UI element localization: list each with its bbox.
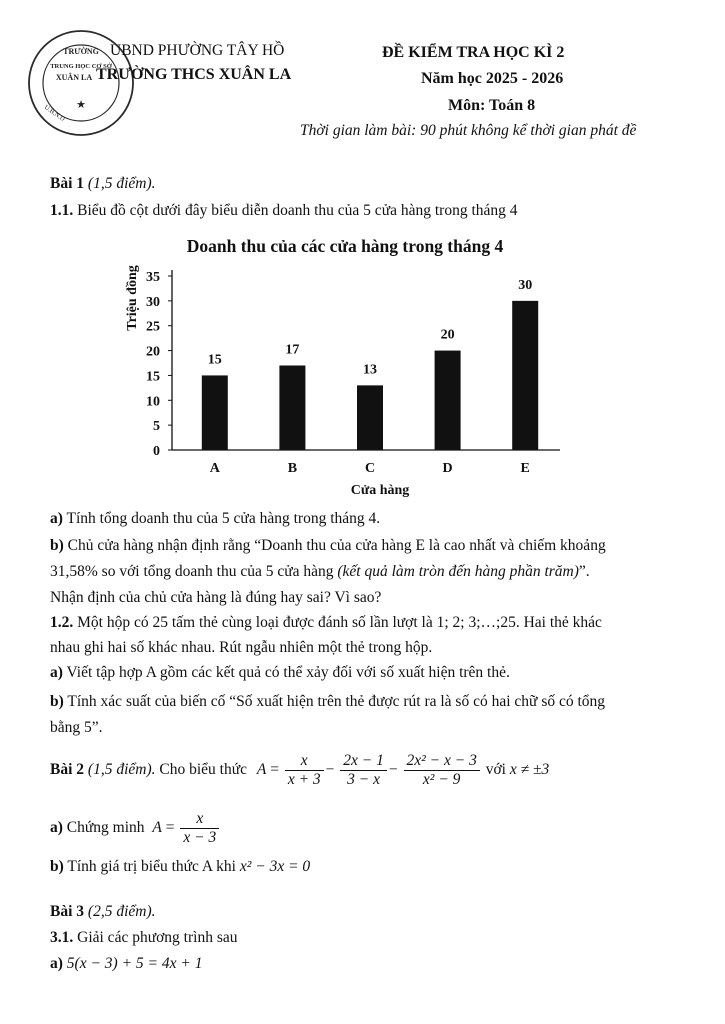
chart-x-tick-label-a: A: [209, 461, 220, 476]
bai2-title: Bài 2: [50, 761, 85, 779]
bai3-heading: [50, 903, 155, 921]
chart-bar-d: [435, 351, 461, 450]
chart-y-tick-label: 0: [153, 444, 160, 459]
q12b-line-1: [50, 693, 605, 711]
q11a-label: a): [50, 510, 63, 527]
bai2a-label: a): [50, 819, 63, 837]
fraction-2-num: 2x − 1: [340, 752, 387, 771]
chart-y-tick-label: 15: [146, 369, 160, 385]
stamp-star-icon: ★: [76, 99, 86, 111]
chart-data-label-e: 30: [518, 277, 533, 293]
chart-bar-b: [279, 365, 305, 450]
q11a-text: Tính tổng doanh thu của 5 cửa hàng trong tháng 4.: [66, 510, 381, 527]
q31a-label: a): [50, 955, 63, 972]
fraction-3: [404, 752, 480, 789]
q12-text-1: Một hộp có 25 tấm thẻ cùng loại được đánh số lần lượt là 1; 2; 3;…;25. Hai thẻ khác: [77, 614, 602, 631]
chart-bar-a: [202, 375, 228, 450]
q31a-expr: 5(x − 3) + 5 = 4x + 1: [66, 955, 203, 972]
q31-text: Giải các phương trình sau: [77, 929, 238, 946]
q31-number: 3.1.: [50, 929, 74, 946]
q11b-text-2b: (kết quả làm tròn đến hàng phần trăm): [337, 563, 579, 580]
bai2b-text: Tính giá trị biểu thức A khi: [67, 858, 236, 875]
q12-line-1: [50, 614, 602, 632]
time-note: Thời gian làm bài: 90 phút không kể thời gian phát đề: [300, 122, 637, 139]
fraction-1-den: x + 3: [287, 771, 321, 788]
bai2-points: (1,5 điểm).: [87, 761, 156, 779]
chart-data-label-c: 13: [363, 362, 377, 378]
fraction-2-den: 3 − x: [347, 771, 381, 788]
q12-number: 1.2.: [50, 614, 74, 631]
bai2-intro: Cho biểu thức: [159, 761, 247, 779]
stamp-line-1: TRƯỜNG: [63, 47, 99, 56]
chart-y-tick-label: 5: [153, 419, 160, 435]
chart-y-tick-label: 20: [146, 344, 160, 360]
q11-number: 1.1.: [50, 202, 74, 219]
q12a-text: Viết tập hợp A gồm các kết quả có thể xảy đối với số xuất hiện trên thẻ.: [66, 664, 510, 681]
chart-y-axis-label: Triệu đồng: [125, 265, 140, 331]
chart-y-tick-label: 25: [146, 319, 160, 335]
bai2a-fraction: [180, 810, 219, 847]
q12a-label: a): [50, 664, 63, 681]
subject: Môn: Toán 8: [448, 97, 536, 114]
expr-variable-a: A: [256, 761, 267, 779]
q11b-text-2a: 31,58% so với tổng doanh thu của 5 cửa hàng: [50, 563, 338, 580]
bai2b-label: b): [50, 858, 64, 875]
q11a-line: [50, 510, 380, 528]
condition-word: với: [485, 761, 506, 779]
q11-line: [50, 202, 518, 220]
fraction-3-den: x² − 9: [422, 771, 461, 788]
q11b-text-1: Chủ cửa hàng nhận định rằng “Doanh thu của cửa hàng E là cao nhất và chiếm khoảng: [67, 537, 606, 554]
q11b-label: b): [50, 537, 64, 554]
fraction-1-num: x: [285, 752, 324, 771]
q12a-line: [50, 664, 510, 682]
header-left-line-1: UBND PHƯỜNG TÂY HỒ: [110, 42, 285, 59]
bai1-title: Bài 1: [50, 175, 85, 192]
chart-y-tick-label: 30: [146, 294, 160, 310]
bai2a-fraction-num: x: [180, 810, 219, 829]
q11-text: Biểu đồ cột dưới đây biểu diễn doanh thu của 5 cửa hàng trong tháng 4: [77, 202, 518, 219]
bai2-line: Bài 2 (1,5 điểm). Cho biểu thức A = $\frac{x}{x + 3}$ − $\frac{2x - 1}{3 - x}$ − $\frac{\text{2x² − x − 3}}{\text{x² − 9}}$ với x ≠ ±3: [50, 752, 550, 788]
chart-data-label-a: 15: [207, 352, 222, 368]
bai2a-variable: A: [152, 819, 162, 837]
stamp-line-4: U.B.N.D: [42, 103, 66, 124]
q12-line-2: nhau ghi hai số khác nhau. Rút ngẫu nhiên một thẻ trong hộp.: [50, 639, 433, 656]
q12b-label: b): [50, 693, 64, 710]
header-left-line-2: TRƯỜNG THCS XUÂN LA: [96, 66, 292, 83]
chart-x-tick-label-c: C: [364, 461, 376, 476]
chart-title: Doanh thu của các cửa hàng trong tháng 4: [186, 236, 504, 256]
bai3-title: Bài 3: [50, 903, 85, 920]
exam-title: ĐỀ KIỂM TRA HỌC KÌ 2: [382, 44, 565, 61]
q31a-line: [50, 955, 202, 973]
bai2b-line: [50, 858, 310, 876]
chart-data-label-b: 17: [285, 342, 300, 358]
revenue-bar-chart: [110, 230, 580, 508]
bai3-points: (2,5 điểm).: [87, 903, 156, 920]
chart-bar-c: [357, 385, 383, 450]
chart-x-tick-label-b: B: [287, 461, 298, 476]
chart-x-tick-label-d: D: [442, 461, 453, 476]
bai2a-fraction-den: x − 3: [183, 829, 217, 846]
chart-bar-e: [512, 301, 538, 450]
fraction-3-num: 2x² − x − 3: [404, 752, 480, 771]
stamp-line-2: TRUNG HỌC CƠ SỞ: [50, 63, 112, 70]
q12b-text-1: Tính xác suất của biến cố “Số xuất hiện trên thẻ được rút ra là số có hai chữ số có tổng: [67, 693, 606, 710]
fraction-1: [285, 752, 324, 789]
school-year: Năm học 2025 - 2026: [421, 70, 564, 87]
q11b-text-2c: ”.: [578, 563, 590, 580]
q11b-line-1: [50, 537, 606, 555]
chart-x-axis-label: Cửa hàng: [350, 483, 410, 498]
bai1-heading: [50, 175, 155, 193]
bai1-points: (1,5 điểm).: [87, 175, 156, 192]
condition-expr: x ≠ ±3: [509, 761, 550, 779]
q12b-line-2: bằng 5”.: [50, 719, 103, 736]
bai2b-expr: x² − 3x = 0: [239, 858, 311, 875]
chart-x-tick-label-e: E: [520, 461, 530, 476]
stamp-line-3: XUÂN LA: [55, 73, 93, 82]
q11b-line-3: Nhận định của chủ cửa hàng là đúng hay sai? Vì sao?: [50, 589, 382, 606]
chart-y-tick-label: 10: [146, 394, 160, 410]
fraction-2: [340, 752, 387, 789]
chart-data-label-d: 20: [440, 327, 455, 343]
chart-y-tick-label: 35: [146, 270, 160, 285]
bai2a-line: a) Chứng minh A = $\frac{x}{x - 3}$: [50, 810, 221, 847]
q11b-line-2: [50, 563, 590, 581]
q31-line: [50, 929, 237, 947]
bai2a-text: Chứng minh: [66, 819, 145, 837]
